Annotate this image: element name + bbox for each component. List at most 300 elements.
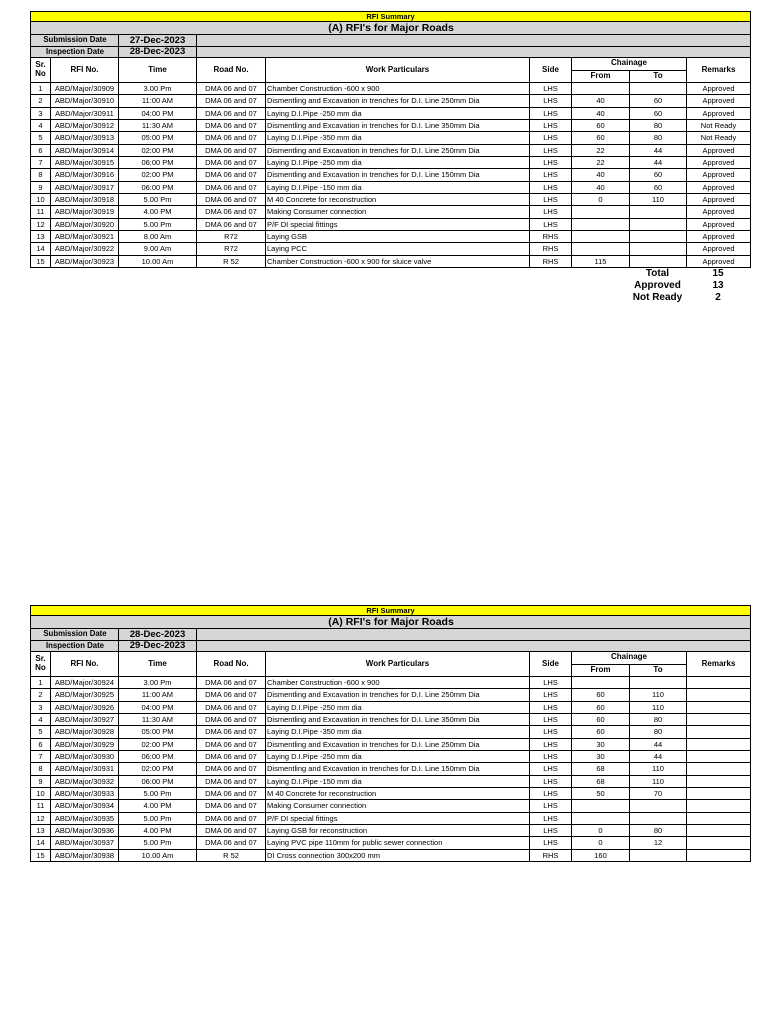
chainage-to-cell: 80 bbox=[630, 132, 687, 144]
rfi-no-cell: ABD/Major/30929 bbox=[51, 738, 119, 750]
rfi-summary-report bbox=[30, 11, 750, 303]
time-cell: 5.00 Pm bbox=[119, 812, 197, 824]
chainage-from-cell: 30 bbox=[572, 738, 630, 750]
chainage-from-cell: 30 bbox=[572, 751, 630, 763]
rfi-row bbox=[31, 738, 751, 750]
chainage-to-cell bbox=[630, 255, 687, 267]
chainage-to-cell: 110 bbox=[630, 701, 687, 713]
rfi-no-header: RFI No. bbox=[51, 652, 119, 677]
rfi-no-cell: ABD/Major/30925 bbox=[51, 689, 119, 701]
rfi-row bbox=[31, 763, 751, 775]
rfi-no-cell: ABD/Major/30922 bbox=[51, 243, 119, 255]
rfi-row bbox=[31, 788, 751, 800]
rfi-row bbox=[31, 775, 751, 787]
sr-no-cell: 11 bbox=[31, 800, 51, 812]
side-header: Side bbox=[530, 58, 572, 83]
work-particulars-cell: Laying GSB for reconstruction bbox=[266, 825, 530, 837]
road-no-cell: DMA 06 and 07 bbox=[197, 169, 266, 181]
time-cell: 06:00 PM bbox=[119, 775, 197, 787]
table-body bbox=[31, 606, 751, 862]
remarks-cell bbox=[687, 738, 751, 750]
sr-no-cell: 9 bbox=[31, 181, 51, 193]
submission-date-label: Submission Date bbox=[31, 629, 119, 641]
sr-no-cell: 6 bbox=[31, 738, 51, 750]
time-cell: 4.00 PM bbox=[119, 825, 197, 837]
sr-no-cell: 13 bbox=[31, 825, 51, 837]
work-particulars-cell: Laying D.I.Pipe -350 mm dia bbox=[266, 132, 530, 144]
chainage-from-cell: 40 bbox=[572, 107, 630, 119]
road-no-cell: R 52 bbox=[197, 849, 266, 861]
chainage-to-cell bbox=[630, 677, 687, 689]
sr-no-cell: 7 bbox=[31, 751, 51, 763]
time-cell: 02:00 PM bbox=[119, 169, 197, 181]
chainage-from-cell bbox=[572, 812, 630, 824]
chainage-from-cell: 60 bbox=[572, 132, 630, 144]
section-title: (A) RFI's for Major Roads bbox=[31, 616, 751, 629]
chainage-to-cell bbox=[630, 218, 687, 230]
table-body bbox=[31, 12, 751, 268]
chainage-from-cell: 0 bbox=[572, 825, 630, 837]
side-cell: LHS bbox=[530, 825, 572, 837]
remarks-cell bbox=[687, 677, 751, 689]
work-particulars-cell: Chamber Construction -600 x 900 bbox=[266, 677, 530, 689]
chainage-from-cell: 60 bbox=[572, 726, 630, 738]
side-cell: LHS bbox=[530, 169, 572, 181]
rfi-no-cell: ABD/Major/30926 bbox=[51, 701, 119, 713]
section-title: (A) RFI's for Major Roads bbox=[31, 22, 751, 35]
time-cell: 5.00 Pm bbox=[119, 194, 197, 206]
side-cell: LHS bbox=[530, 144, 572, 156]
time-cell: 5.00 Pm bbox=[119, 837, 197, 849]
chainage-to-cell bbox=[630, 812, 687, 824]
chainage-to-cell: 110 bbox=[630, 689, 687, 701]
road-no-cell: DMA 06 and 07 bbox=[197, 775, 266, 787]
rfi-row bbox=[31, 812, 751, 824]
time-cell: 04:00 PM bbox=[119, 107, 197, 119]
sr-no-cell: 14 bbox=[31, 243, 51, 255]
work-particulars-cell: Laying PVC pipe 110mm for public sewer connection bbox=[266, 837, 530, 849]
inspection-date-label: Inspection Date bbox=[31, 640, 119, 652]
remarks-cell: Approved bbox=[687, 255, 751, 267]
road-no-cell: DMA 06 and 07 bbox=[197, 181, 266, 193]
submission-date-value: 27-Dec-2023 bbox=[119, 35, 197, 47]
road-no-header: Road No. bbox=[197, 652, 266, 677]
rfi-summary-totals bbox=[629, 268, 750, 303]
rfi-summary-table bbox=[30, 605, 751, 862]
sr-no-cell: 3 bbox=[31, 701, 51, 713]
remarks-cell bbox=[687, 837, 751, 849]
sr-no-cell: 11 bbox=[31, 206, 51, 218]
rfi-no-cell: ABD/Major/30923 bbox=[51, 255, 119, 267]
rfi-row bbox=[31, 144, 751, 156]
sr-no-cell: 9 bbox=[31, 775, 51, 787]
sr-no-cell: 12 bbox=[31, 218, 51, 230]
side-cell: LHS bbox=[530, 689, 572, 701]
remarks-cell: Approved bbox=[687, 181, 751, 193]
chainage-from-cell: 22 bbox=[572, 144, 630, 156]
summary-total-label: Total bbox=[645, 268, 670, 280]
column-header-row bbox=[31, 652, 751, 665]
summary-not-ready-label: Not Ready bbox=[632, 291, 683, 303]
chainage-from-cell: 0 bbox=[572, 837, 630, 849]
chainage-header: Chainage bbox=[572, 58, 687, 71]
sr-no-cell: 7 bbox=[31, 157, 51, 169]
report-banner: RFI Summary bbox=[31, 12, 751, 22]
remarks-cell bbox=[687, 714, 751, 726]
submission-date-row bbox=[31, 629, 751, 641]
chainage-from-cell bbox=[572, 83, 630, 95]
work-particulars-cell: Dismentling and Excavation in trenches for D.I. Line 150mm Dia bbox=[266, 169, 530, 181]
rfi-no-header: RFI No. bbox=[51, 58, 119, 83]
remarks-cell bbox=[687, 825, 751, 837]
work-particulars-cell: M 40 Concrete for reconstruction bbox=[266, 788, 530, 800]
sr-no-cell: 5 bbox=[31, 726, 51, 738]
chainage-to-cell: 44 bbox=[630, 157, 687, 169]
road-no-cell: DMA 06 and 07 bbox=[197, 689, 266, 701]
side-cell: LHS bbox=[530, 738, 572, 750]
remarks-cell bbox=[687, 701, 751, 713]
time-header: Time bbox=[119, 58, 197, 83]
rfi-row bbox=[31, 751, 751, 763]
rfi-row bbox=[31, 169, 751, 181]
time-cell: 10.00 Am bbox=[119, 849, 197, 861]
work-particulars-cell: Dismentling and Excavation in trenches for D.I. Line 350mm Dia bbox=[266, 120, 530, 132]
chainage-from-cell bbox=[572, 677, 630, 689]
chainage-to-cell: 110 bbox=[630, 763, 687, 775]
side-cell: LHS bbox=[530, 120, 572, 132]
chainage-from-cell bbox=[572, 218, 630, 230]
chainage-from-cell: 115 bbox=[572, 255, 630, 267]
side-cell: LHS bbox=[530, 726, 572, 738]
road-no-cell: DMA 06 and 07 bbox=[197, 763, 266, 775]
rfi-row bbox=[31, 83, 751, 95]
rfi-row bbox=[31, 255, 751, 267]
side-cell: LHS bbox=[530, 157, 572, 169]
chainage-from-cell bbox=[572, 243, 630, 255]
work-particulars-cell: Making Consumer connection bbox=[266, 206, 530, 218]
section-title-row bbox=[31, 22, 751, 35]
rfi-row bbox=[31, 120, 751, 132]
remarks-cell bbox=[687, 751, 751, 763]
chainage-from-cell: 60 bbox=[572, 714, 630, 726]
time-cell: 5.00 Pm bbox=[119, 218, 197, 230]
rfi-row bbox=[31, 243, 751, 255]
work-particulars-cell: Dismentling and Excavation in trenches for D.I. Line 250mm Dia bbox=[266, 689, 530, 701]
road-no-cell: DMA 06 and 07 bbox=[197, 218, 266, 230]
chainage-from-cell: 68 bbox=[572, 775, 630, 787]
inspection-date-label: Inspection Date bbox=[31, 46, 119, 58]
sr-no-cell: 8 bbox=[31, 169, 51, 181]
chainage-from-cell: 40 bbox=[572, 169, 630, 181]
summary-total-value: 15 bbox=[712, 268, 724, 280]
submission-date-label: Submission Date bbox=[31, 35, 119, 47]
work-particulars-cell: P/F DI special fittings bbox=[266, 812, 530, 824]
rfi-row bbox=[31, 837, 751, 849]
time-cell: 4.00 PM bbox=[119, 800, 197, 812]
work-particulars-cell: Dismentling and Excavation in trenches for D.I. Line 250mm Dia bbox=[266, 738, 530, 750]
section-title-row bbox=[31, 616, 751, 629]
inspection-date-filler bbox=[197, 640, 751, 652]
submission-date-row bbox=[31, 35, 751, 47]
chainage-from-cell: 60 bbox=[572, 701, 630, 713]
time-cell: 9.00 Am bbox=[119, 243, 197, 255]
time-cell: 02:00 PM bbox=[119, 763, 197, 775]
chainage-to-cell: 60 bbox=[630, 169, 687, 181]
side-cell: RHS bbox=[530, 243, 572, 255]
chainage-to-cell: 110 bbox=[630, 775, 687, 787]
chainage-from-cell: 40 bbox=[572, 95, 630, 107]
work-particulars-cell: P/F DI special fittings bbox=[266, 218, 530, 230]
remarks-cell: Approved bbox=[687, 95, 751, 107]
chainage-from-header: From bbox=[572, 70, 630, 83]
side-cell: LHS bbox=[530, 812, 572, 824]
sr-no-cell: 2 bbox=[31, 689, 51, 701]
side-cell: LHS bbox=[530, 194, 572, 206]
rfi-row bbox=[31, 206, 751, 218]
road-no-cell: DMA 06 and 07 bbox=[197, 751, 266, 763]
road-no-cell: DMA 06 and 07 bbox=[197, 677, 266, 689]
rfi-no-cell: ABD/Major/30915 bbox=[51, 157, 119, 169]
rfi-row bbox=[31, 677, 751, 689]
rfi-no-cell: ABD/Major/30909 bbox=[51, 83, 119, 95]
side-cell: LHS bbox=[530, 132, 572, 144]
remarks-cell: Approved bbox=[687, 169, 751, 181]
chainage-to-cell: 60 bbox=[630, 95, 687, 107]
rfi-row bbox=[31, 95, 751, 107]
rfi-no-cell: ABD/Major/30936 bbox=[51, 825, 119, 837]
chainage-to-cell bbox=[630, 83, 687, 95]
rfi-no-cell: ABD/Major/30927 bbox=[51, 714, 119, 726]
rfi-no-cell: ABD/Major/30933 bbox=[51, 788, 119, 800]
road-no-cell: R72 bbox=[197, 243, 266, 255]
side-cell: LHS bbox=[530, 775, 572, 787]
rfi-row bbox=[31, 701, 751, 713]
road-no-cell: DMA 06 and 07 bbox=[197, 788, 266, 800]
sr-no-cell: 13 bbox=[31, 231, 51, 243]
sr-no-cell: 1 bbox=[31, 83, 51, 95]
rfi-row bbox=[31, 726, 751, 738]
road-no-cell: DMA 06 and 07 bbox=[197, 825, 266, 837]
remarks-cell: Approved bbox=[687, 206, 751, 218]
inspection-date-filler bbox=[197, 46, 751, 58]
rfi-no-cell: ABD/Major/30938 bbox=[51, 849, 119, 861]
rfi-row bbox=[31, 218, 751, 230]
inspection-date-value: 29-Dec-2023 bbox=[119, 640, 197, 652]
time-cell: 06:00 PM bbox=[119, 181, 197, 193]
remarks-cell: Approved bbox=[687, 107, 751, 119]
time-header: Time bbox=[119, 652, 197, 677]
chainage-to-cell bbox=[630, 800, 687, 812]
time-cell: 11:00 AM bbox=[119, 689, 197, 701]
rfi-no-cell: ABD/Major/30917 bbox=[51, 181, 119, 193]
rfi-no-cell: ABD/Major/30913 bbox=[51, 132, 119, 144]
time-cell: 02:00 PM bbox=[119, 738, 197, 750]
chainage-from-cell: 40 bbox=[572, 181, 630, 193]
chainage-from-cell: 60 bbox=[572, 120, 630, 132]
side-cell: LHS bbox=[530, 107, 572, 119]
remarks-cell bbox=[687, 788, 751, 800]
road-no-cell: DMA 06 and 07 bbox=[197, 726, 266, 738]
time-cell: 4.00 PM bbox=[119, 206, 197, 218]
road-no-cell: DMA 06 and 07 bbox=[197, 800, 266, 812]
remarks-cell: Approved bbox=[687, 243, 751, 255]
sr-no-cell: 4 bbox=[31, 714, 51, 726]
remarks-cell: Approved bbox=[687, 144, 751, 156]
work-particulars-cell: Chamber Construction -600 x 900 for sluice valve bbox=[266, 255, 530, 267]
sr-no-cell: 15 bbox=[31, 849, 51, 861]
side-cell: LHS bbox=[530, 206, 572, 218]
work-particulars-cell: Dismentling and Excavation in trenches for D.I. Line 250mm Dia bbox=[266, 95, 530, 107]
chainage-from-cell bbox=[572, 800, 630, 812]
side-cell: RHS bbox=[530, 255, 572, 267]
time-cell: 11:00 AM bbox=[119, 95, 197, 107]
chainage-to-cell: 44 bbox=[630, 751, 687, 763]
work-particulars-cell: Dismentling and Excavation in trenches for D.I. Line 350mm Dia bbox=[266, 714, 530, 726]
summary-not-ready-value: 2 bbox=[715, 291, 721, 303]
chainage-from-cell: 0 bbox=[572, 194, 630, 206]
road-no-cell: DMA 06 and 07 bbox=[197, 95, 266, 107]
rfi-no-cell: ABD/Major/30910 bbox=[51, 95, 119, 107]
road-no-cell: R72 bbox=[197, 231, 266, 243]
submission-date-filler bbox=[197, 629, 751, 641]
sr-no-cell: 3 bbox=[31, 107, 51, 119]
banner-row bbox=[31, 606, 751, 616]
work-particulars-cell: Chamber Construction -600 x 900 bbox=[266, 83, 530, 95]
remarks-cell: Not Ready bbox=[687, 120, 751, 132]
rfi-summary-report bbox=[30, 605, 750, 862]
side-cell: LHS bbox=[530, 83, 572, 95]
chainage-to-cell: 70 bbox=[630, 788, 687, 800]
sr-no-header: Sr. No bbox=[31, 652, 51, 677]
chainage-from-cell: 68 bbox=[572, 763, 630, 775]
work-particulars-cell: Laying D.I.Pipe -250 mm dia bbox=[266, 157, 530, 169]
sr-no-cell: 8 bbox=[31, 763, 51, 775]
time-cell: 05:00 PM bbox=[119, 132, 197, 144]
rfi-row bbox=[31, 231, 751, 243]
time-cell: 10.00 Am bbox=[119, 255, 197, 267]
remarks-cell: Not Ready bbox=[687, 132, 751, 144]
chainage-from-cell: 160 bbox=[572, 849, 630, 861]
chainage-to-cell: 80 bbox=[630, 714, 687, 726]
sr-no-cell: 2 bbox=[31, 95, 51, 107]
rfi-row bbox=[31, 689, 751, 701]
side-cell: LHS bbox=[530, 714, 572, 726]
rfi-no-cell: ABD/Major/30921 bbox=[51, 231, 119, 243]
road-no-cell: R 52 bbox=[197, 255, 266, 267]
road-no-cell: DMA 06 and 07 bbox=[197, 120, 266, 132]
submission-date-value: 28-Dec-2023 bbox=[119, 629, 197, 641]
sr-no-cell: 15 bbox=[31, 255, 51, 267]
road-no-cell: DMA 06 and 07 bbox=[197, 812, 266, 824]
work-particulars-cell: Laying GSB bbox=[266, 231, 530, 243]
chainage-to-cell: 12 bbox=[630, 837, 687, 849]
chainage-to-cell: 80 bbox=[630, 120, 687, 132]
chainage-to-cell bbox=[630, 206, 687, 218]
time-cell: 8.00 Am bbox=[119, 231, 197, 243]
sr-no-cell: 4 bbox=[31, 120, 51, 132]
work-particulars-cell: Laying D.I.Pipe -350 mm dia bbox=[266, 726, 530, 738]
rfi-row bbox=[31, 800, 751, 812]
rfi-row bbox=[31, 181, 751, 193]
rfi-no-cell: ABD/Major/30934 bbox=[51, 800, 119, 812]
road-no-cell: DMA 06 and 07 bbox=[197, 83, 266, 95]
work-particulars-cell: Making Consumer connection bbox=[266, 800, 530, 812]
time-cell: 11:30 AM bbox=[119, 714, 197, 726]
remarks-cell: Approved bbox=[687, 83, 751, 95]
chainage-to-cell: 44 bbox=[630, 738, 687, 750]
sr-no-cell: 10 bbox=[31, 788, 51, 800]
chainage-to-cell: 60 bbox=[630, 107, 687, 119]
rfi-row bbox=[31, 194, 751, 206]
work-particulars-header: Work Particulars bbox=[266, 58, 530, 83]
side-cell: LHS bbox=[530, 218, 572, 230]
remarks-header: Remarks bbox=[687, 58, 751, 83]
rfi-row bbox=[31, 157, 751, 169]
chainage-from-cell bbox=[572, 231, 630, 243]
remarks-cell: Approved bbox=[687, 157, 751, 169]
chainage-to-cell: 60 bbox=[630, 181, 687, 193]
column-header-row bbox=[31, 58, 751, 71]
work-particulars-cell: Laying D.I.Pipe -250 mm dia bbox=[266, 107, 530, 119]
summary-approved-value: 13 bbox=[712, 279, 724, 291]
chainage-from-cell: 22 bbox=[572, 157, 630, 169]
side-cell: LHS bbox=[530, 800, 572, 812]
chainage-from-cell: 60 bbox=[572, 689, 630, 701]
road-no-cell: DMA 06 and 07 bbox=[197, 157, 266, 169]
chainage-to-cell bbox=[630, 231, 687, 243]
rfi-no-cell: ABD/Major/30919 bbox=[51, 206, 119, 218]
remarks-cell bbox=[687, 812, 751, 824]
chainage-from-header: From bbox=[572, 664, 630, 677]
road-no-cell: DMA 06 and 07 bbox=[197, 194, 266, 206]
side-cell: RHS bbox=[530, 231, 572, 243]
rfi-no-cell: ABD/Major/30918 bbox=[51, 194, 119, 206]
chainage-from-cell bbox=[572, 206, 630, 218]
side-cell: LHS bbox=[530, 788, 572, 800]
side-header: Side bbox=[530, 652, 572, 677]
chainage-to-cell bbox=[630, 849, 687, 861]
inspection-date-row bbox=[31, 46, 751, 58]
road-no-cell: DMA 06 and 07 bbox=[197, 837, 266, 849]
time-cell: 3.00 Pm bbox=[119, 677, 197, 689]
work-particulars-cell: Laying PCC bbox=[266, 243, 530, 255]
rfi-no-cell: ABD/Major/30920 bbox=[51, 218, 119, 230]
rfi-no-cell: ABD/Major/30928 bbox=[51, 726, 119, 738]
sr-no-cell: 12 bbox=[31, 812, 51, 824]
time-cell: 04:00 PM bbox=[119, 701, 197, 713]
road-no-cell: DMA 06 and 07 bbox=[197, 714, 266, 726]
road-no-cell: DMA 06 and 07 bbox=[197, 738, 266, 750]
rfi-no-cell: ABD/Major/30912 bbox=[51, 120, 119, 132]
work-particulars-cell: Dismentling and Excavation in trenches for D.I. Line 250mm Dia bbox=[266, 144, 530, 156]
remarks-header: Remarks bbox=[687, 652, 751, 677]
sr-no-cell: 6 bbox=[31, 144, 51, 156]
time-cell: 5.00 Pm bbox=[119, 788, 197, 800]
rfi-no-cell: ABD/Major/30916 bbox=[51, 169, 119, 181]
rfi-no-cell: ABD/Major/30935 bbox=[51, 812, 119, 824]
rfi-summary-table bbox=[30, 11, 751, 268]
remarks-cell: Approved bbox=[687, 194, 751, 206]
rfi-no-cell: ABD/Major/30931 bbox=[51, 763, 119, 775]
side-cell: RHS bbox=[530, 849, 572, 861]
chainage-header: Chainage bbox=[572, 652, 687, 665]
chainage-to-cell bbox=[630, 243, 687, 255]
time-cell: 06:00 PM bbox=[119, 157, 197, 169]
work-particulars-cell: Laying D.I.Pipe -250 mm dia bbox=[266, 751, 530, 763]
road-no-header: Road No. bbox=[197, 58, 266, 83]
side-cell: LHS bbox=[530, 751, 572, 763]
road-no-cell: DMA 06 and 07 bbox=[197, 144, 266, 156]
